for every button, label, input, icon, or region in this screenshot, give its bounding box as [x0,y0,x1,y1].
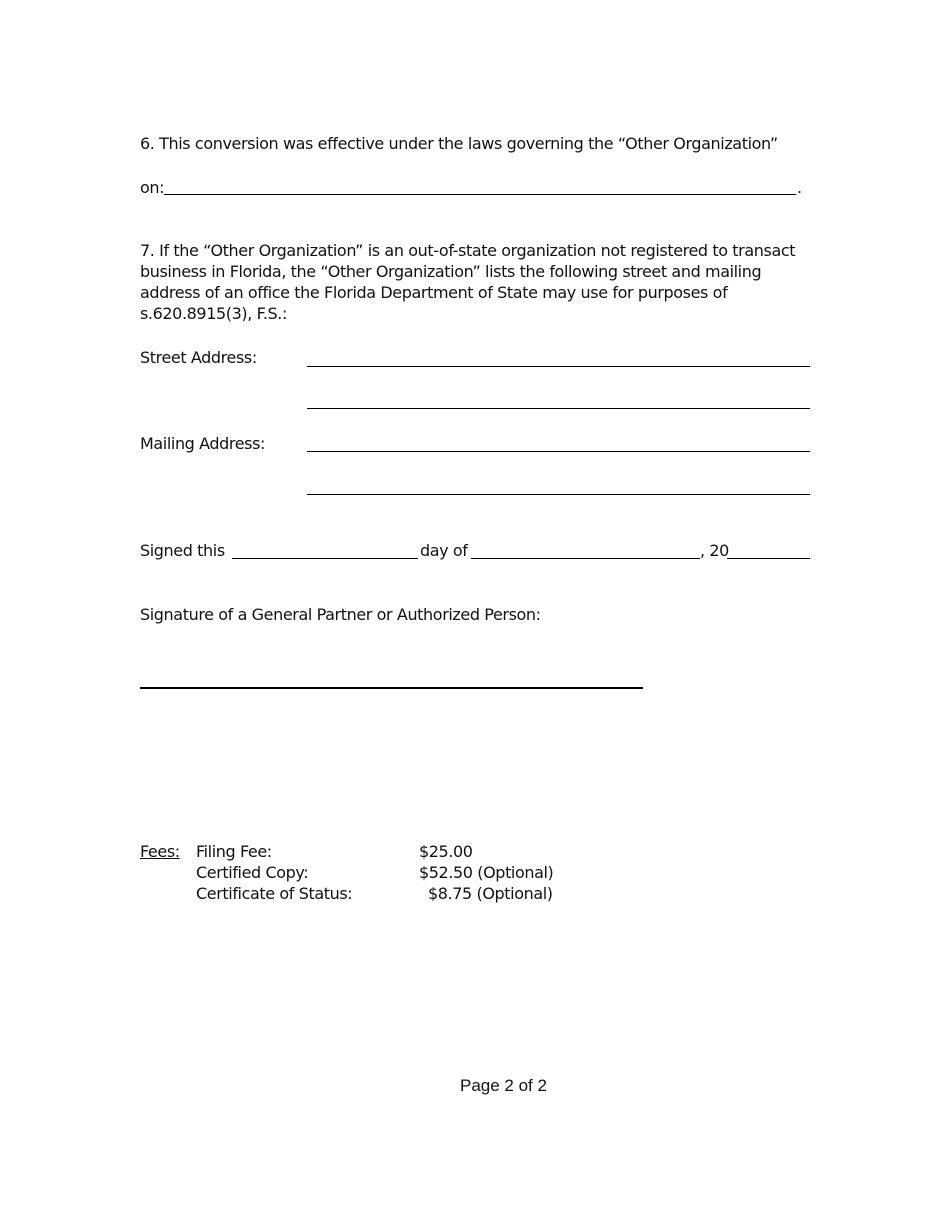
street-address-line-2[interactable] [307,408,810,409]
fee-amount: $52.50 (Optional) [419,863,554,882]
street-address-line-1[interactable] [307,366,810,367]
signed-month-field[interactable] [471,558,700,559]
signature-line[interactable] [140,687,643,689]
mailing-address-label: Mailing Address: [140,434,266,453]
page-number: Page 2 of 2 [460,1076,547,1095]
item7-text: 7. If the “Other Organization” is an out-of-state organization not registered to transact business in Florida, the “Other Organization” lists the following street and mailing address of an office the Florida Department of State may use for purposes of s.620.8915(3), F.S.: [140,241,796,323]
fees-label: Fees: [140,842,180,861]
fee-name: Certificate of Status: [196,884,353,903]
mailing-address-line-1[interactable] [307,451,810,452]
item6-on-label: on: [140,178,165,197]
fee-name: Certified Copy: [196,863,309,882]
street-address-label: Street Address: [140,348,257,367]
signed-year-field[interactable] [727,558,810,559]
mailing-address-line-2[interactable] [307,494,810,495]
signature-label: Signature of a General Partner or Authorized Person: [140,605,541,624]
fee-amount: $25.00 [419,842,473,861]
signed-day-field[interactable] [232,558,418,559]
item6-period: . [797,178,802,197]
day-of-label: day of [420,541,468,560]
year-prefix-label: , 20 [700,541,729,560]
fee-name: Filing Fee: [196,842,272,861]
signed-this-label: Signed this [140,541,225,560]
effective-date-field[interactable] [164,194,796,195]
fee-amount: $8.75 (Optional) [428,884,553,903]
item6-text: 6. This conversion was effective under the laws governing the “Other Organization” [140,134,778,153]
